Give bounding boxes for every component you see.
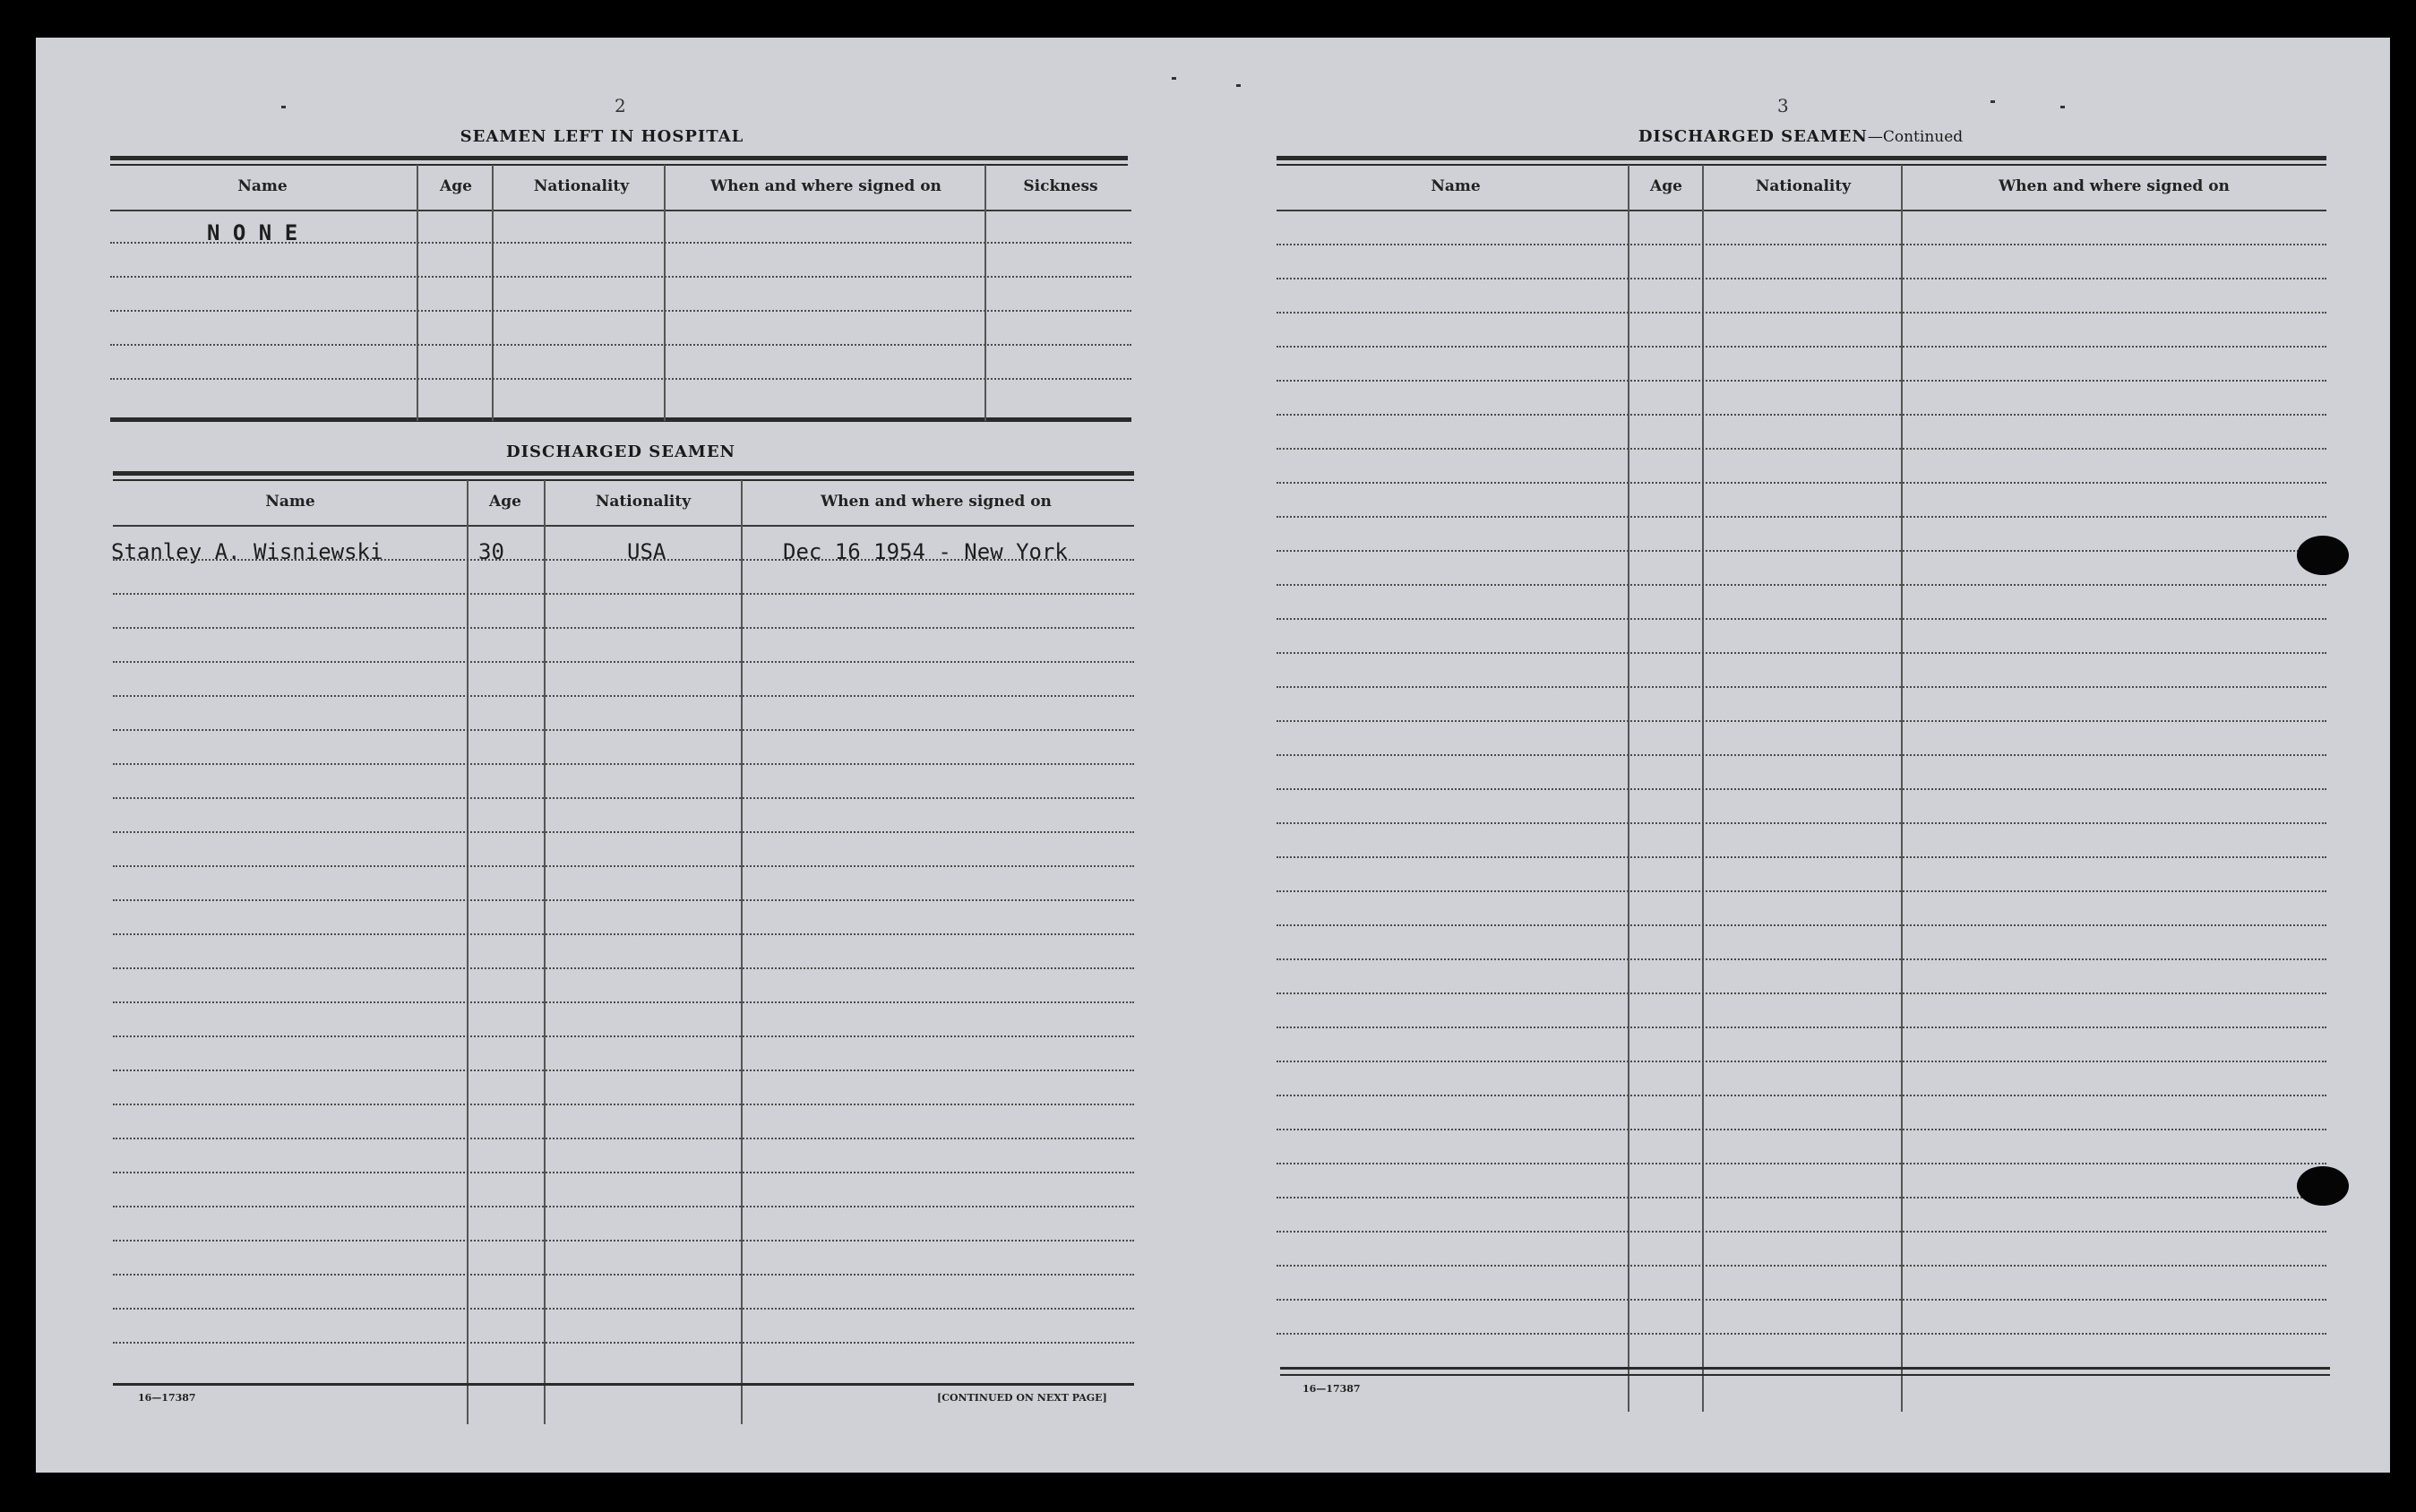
discharged-col-signed-on: When and where signed on (821, 493, 1052, 511)
discharged-col-divider (467, 480, 469, 1424)
page-number-left: 2 (615, 95, 626, 116)
discharged-section-title: DISCHARGED SEAMEN (505, 442, 736, 461)
ruling-line (1277, 414, 2326, 416)
hospital-row-line (110, 378, 1131, 380)
ruling-line (113, 797, 1134, 799)
right-title-suffix: —Continued (1867, 128, 1964, 146)
ruling-line (1277, 890, 2326, 892)
ruling-line (113, 1172, 1134, 1173)
hospital-section-title: SEAMEN LEFT IN HOSPITAL (460, 127, 744, 146)
ruling-line (1277, 584, 2326, 586)
hospital-row-line (110, 310, 1131, 312)
page-number-right: 3 (1777, 95, 1789, 116)
speck (2060, 106, 2065, 108)
ruling-line (113, 967, 1134, 969)
ruling-line (113, 1206, 1134, 1207)
hospital-col-signed-on: When and where signed on (710, 177, 941, 195)
ruling-line (1277, 312, 2326, 314)
hospital-col-name: Name (237, 177, 288, 195)
hospital-col-age: Age (440, 177, 472, 195)
ruling-line (113, 899, 1134, 901)
form-number-right: 16—17387 (1303, 1383, 1361, 1395)
ruling-line (113, 559, 1134, 561)
punch-hole (2297, 1166, 2349, 1206)
hospital-col-divider (984, 165, 986, 421)
discharged-top-rule (113, 471, 1134, 476)
ruling-line (1277, 686, 2326, 688)
ruling-line (113, 695, 1134, 697)
ruling-line (113, 627, 1134, 629)
hospital-top-rule-thin (110, 164, 1128, 166)
hospital-header-rule (110, 210, 1131, 211)
document-sheet (36, 38, 2390, 1473)
form-number-left: 16—17387 (138, 1392, 196, 1404)
ruling-line (1277, 1231, 2326, 1233)
ruling-line (1277, 482, 2326, 484)
right-col-nationality: Nationality (1755, 177, 1852, 195)
speck (281, 106, 286, 108)
discharged-col-age: Age (489, 493, 521, 511)
right-top-rule (1277, 156, 2326, 160)
hospital-col-divider (417, 165, 418, 421)
ruling-line (1277, 652, 2326, 654)
hospital-col-divider (492, 165, 494, 421)
ruling-line (1277, 924, 2326, 926)
right-bottom-rule-thin (1280, 1374, 2330, 1376)
discharged-row-nationality: USA (627, 539, 666, 564)
ruling-line (1277, 958, 2326, 960)
hospital-row-line (110, 344, 1131, 346)
ruling-line (113, 831, 1134, 833)
ruling-line (1277, 278, 2326, 279)
ruling-line (1277, 380, 2326, 382)
ruling-line (1277, 550, 2326, 552)
ruling-line (1277, 516, 2326, 518)
ruling-line (113, 661, 1134, 663)
right-header-rule (1277, 210, 2326, 211)
discharged-row-name: Stanley A. Wisniewski (111, 539, 383, 564)
ruling-line (1277, 1299, 2326, 1301)
ruling-line (1277, 1265, 2326, 1267)
ruling-line (1277, 1197, 2326, 1198)
ruling-line (1277, 992, 2326, 994)
ruling-line (1277, 1095, 2326, 1096)
ruling-line (113, 865, 1134, 867)
ruling-line (1277, 720, 2326, 722)
right-top-rule-thin (1277, 164, 2326, 166)
ruling-line (1277, 618, 2326, 620)
right-title-main: DISCHARGED SEAMEN (1638, 127, 1868, 146)
ruling-line (1277, 448, 2326, 450)
ruling-line (1277, 754, 2326, 756)
ruling-line (113, 1001, 1134, 1003)
speck (1172, 77, 1176, 80)
ruling-line (113, 1308, 1134, 1310)
ruling-line (113, 763, 1134, 765)
hospital-col-sickness: Sickness (1023, 177, 1098, 195)
discharged-bottom-rule (113, 1383, 1134, 1386)
discharged-row-signed-on: Dec 16 1954 - New York (783, 539, 1068, 564)
ruling-line (113, 1104, 1134, 1105)
right-col-name: Name (1431, 177, 1481, 195)
ruling-line (113, 593, 1134, 595)
ruling-line (1277, 1129, 2326, 1130)
ruling-line (113, 1138, 1134, 1139)
discharged-col-divider (741, 480, 743, 1424)
right-section-title (1277, 127, 2325, 146)
right-col-age: Age (1650, 177, 1682, 195)
punch-hole (2297, 536, 2349, 575)
continued-note: [CONTINUED ON NEXT PAGE] (937, 1392, 1107, 1404)
speck (1236, 84, 1241, 87)
ruling-line (113, 729, 1134, 731)
ruling-line (1277, 788, 2326, 790)
ruling-line (1277, 244, 2326, 245)
hospital-entry-none: N O N E (207, 220, 298, 245)
hospital-bottom-rule (110, 417, 1131, 422)
ruling-line (1277, 1027, 2326, 1028)
ruling-line (1277, 1163, 2326, 1164)
discharged-col-divider (544, 480, 546, 1424)
ruling-line (113, 1070, 1134, 1071)
ruling-line (1277, 856, 2326, 858)
discharged-row-age: 30 (478, 539, 504, 564)
discharged-header-rule (113, 525, 1134, 527)
hospital-col-divider (664, 165, 666, 421)
discharged-col-nationality: Nationality (595, 493, 692, 511)
ruling-line (1277, 346, 2326, 348)
discharged-col-name: Name (265, 493, 315, 511)
ruling-line (113, 1342, 1134, 1344)
hospital-row-line (110, 276, 1131, 278)
ruling-line (1277, 1061, 2326, 1062)
right-col-signed-on: When and where signed on (1999, 177, 2230, 195)
hospital-col-nationality: Nationality (533, 177, 630, 195)
right-bottom-rule (1280, 1367, 2330, 1370)
ruling-line (113, 1240, 1134, 1241)
speck (1990, 100, 1995, 103)
ruling-line (113, 1035, 1134, 1037)
discharged-top-rule-thin (113, 479, 1134, 481)
ruling-line (113, 933, 1134, 935)
hospital-top-rule (110, 156, 1128, 160)
ruling-line (1277, 1333, 2326, 1335)
ruling-line (1277, 822, 2326, 824)
ruling-line (113, 1274, 1134, 1276)
